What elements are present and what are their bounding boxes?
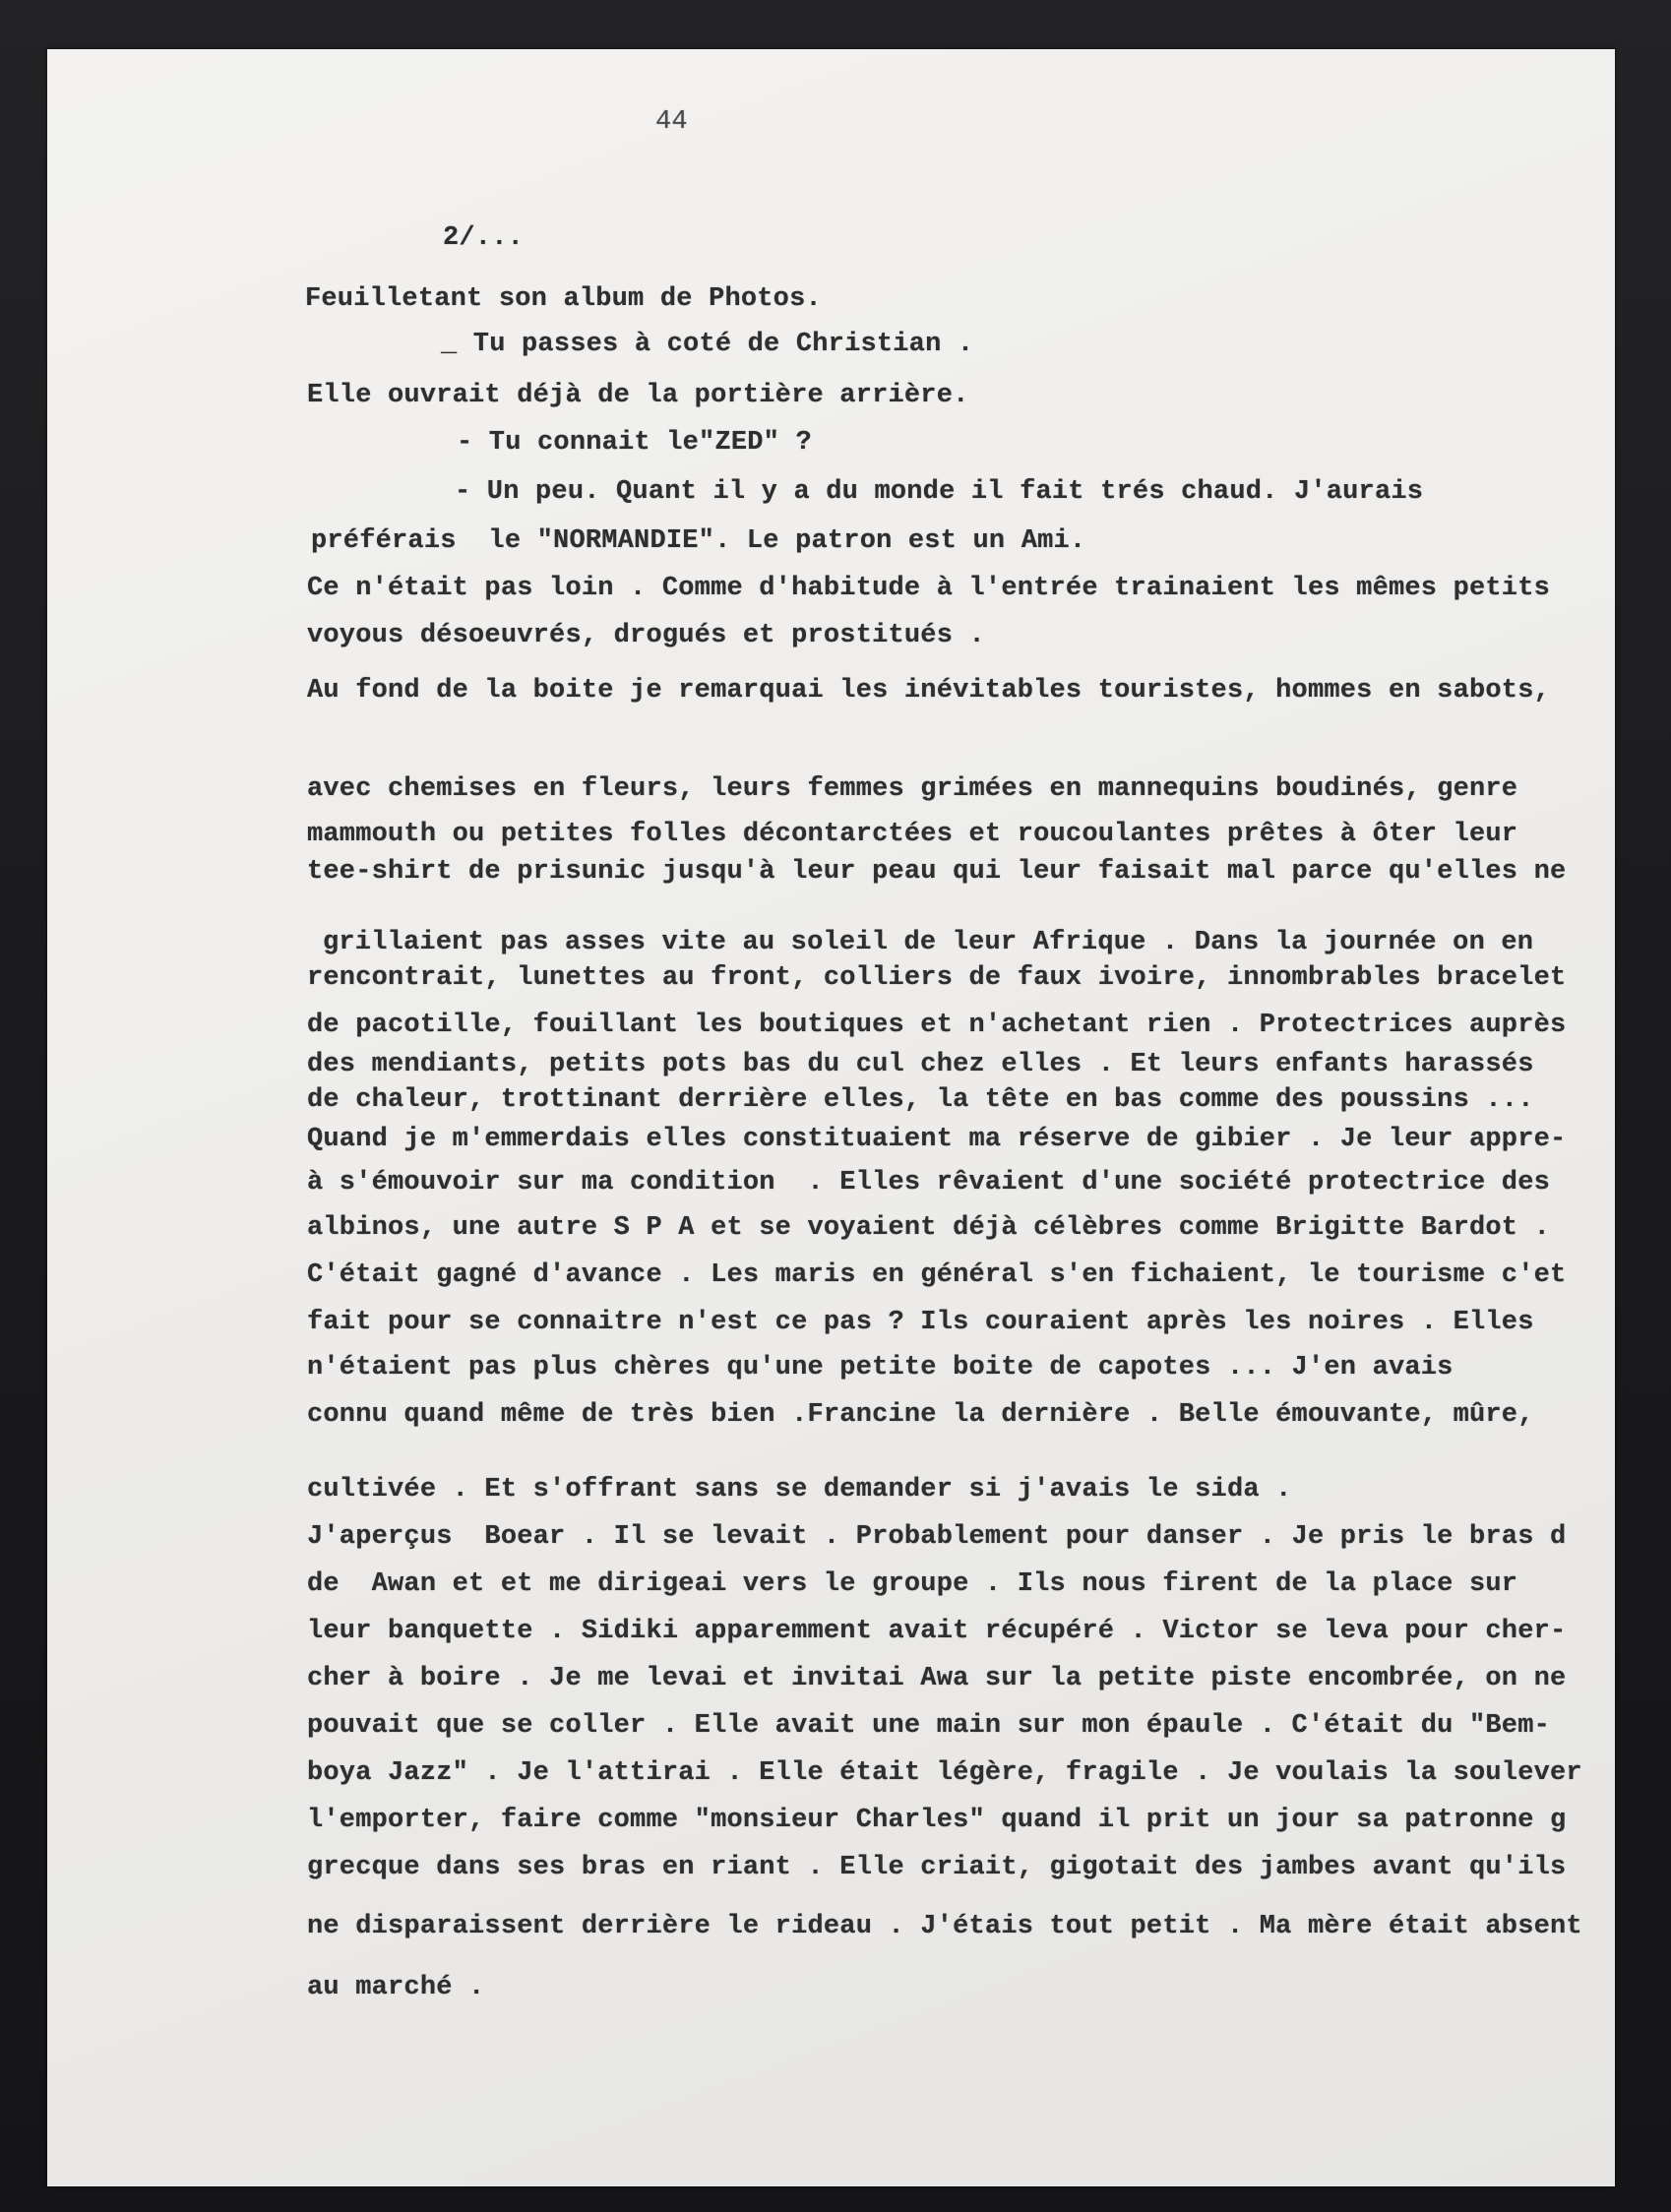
- text-line: l'emporter, faire comme "monsieur Charles" quand il prit un jour sa patronne g: [307, 1806, 1567, 1835]
- text-line: leur banquette . Sidiki apparemment avait récupéré . Victor se leva pour cher-: [307, 1617, 1567, 1646]
- text-line: des mendiants, petits pots bas du cul chez elles . Et leurs enfants harassés: [307, 1050, 1534, 1079]
- text-line: Quand je m'emmerdais elles constituaient ma réserve de gibier . Je leur appre-: [307, 1125, 1567, 1154]
- text-line: Feuilletant son album de Photos.: [305, 284, 822, 314]
- text-line: - Un peu. Quant il y a du monde il fait trés chaud. J'aurais: [455, 477, 1424, 507]
- page-number: 44: [655, 107, 688, 137]
- text-line: grecque dans ses bras en riant . Elle criait, gigotait des jambes avant qu'ils: [307, 1853, 1567, 1882]
- text-line: préférais le "NORMANDIE". Le patron est un Ami.: [311, 526, 1086, 556]
- text-line: avec chemises en fleurs, leurs femmes grimées en mannequins boudinés, genre: [307, 774, 1518, 804]
- text-line: de pacotille, fouillant les boutiques et n'achetant rien . Protectrices auprès: [307, 1011, 1567, 1040]
- text-line: C'était gagné d'avance . Les maris en général s'en fichaient, le tourisme c'et: [307, 1260, 1567, 1290]
- text-line: ne disparaissent derrière le rideau . J'étais tout petit . Ma mère était absent: [307, 1912, 1582, 1941]
- text-line: _ Tu passes à coté de Christian .: [441, 330, 974, 359]
- text-line: - Tu connait le"ZED" ?: [457, 428, 812, 458]
- text-line: cher à boire . Je me levai et invitai Awa sur la petite piste encombrée, on ne: [307, 1664, 1567, 1693]
- text-line: voyous désoeuvrés, drogués et prostitués .: [307, 621, 985, 650]
- text-line: albinos, une autre S P A et se voyaient déjà célèbres comme Brigitte Bardot .: [307, 1213, 1551, 1243]
- text-line: boya Jazz" . Je l'attirai . Elle était légère, fragile . Je voulais la soulever: [307, 1758, 1582, 1788]
- text-line: J'aperçus Boear . Il se levait . Probablement pour danser . Je pris le bras d: [307, 1522, 1567, 1552]
- text-line: mammouth ou petites folles décontarctées et roucoulantes prêtes à ôter leur: [307, 820, 1518, 849]
- text-line: grillaient pas asses vite au soleil de leur Afrique . Dans la journée on en: [323, 928, 1534, 957]
- text-line: rencontrait, lunettes au front, colliers de faux ivoire, innombrables bracelet: [307, 963, 1567, 993]
- text-line: de Awan et et me dirigeai vers le groupe . Ils nous firent de la place sur: [307, 1569, 1518, 1599]
- text-line: de chaleur, trottinant derrière elles, la tête en bas comme des poussins ...: [307, 1085, 1534, 1115]
- text-line: n'étaient pas plus chères qu'une petite boite de capotes ... J'en avais: [307, 1353, 1454, 1382]
- section-marker: 2/...: [443, 223, 525, 253]
- text-line: cultivée . Et s'offrant sans se demander si j'avais le sida .: [307, 1475, 1292, 1505]
- text-line: au marché .: [307, 1973, 485, 2002]
- typewritten-page: [47, 49, 1615, 2186]
- text-line: connu quand même de très bien .Francine la dernière . Belle émouvante, mûre,: [307, 1400, 1534, 1430]
- text-line: fait pour se connaitre n'est ce pas ? Ils couraient après les noires . Elles: [307, 1308, 1534, 1337]
- text-line: Elle ouvrait déjà de la portière arrière.: [307, 381, 969, 410]
- text-line: à s'émouvoir sur ma condition . Elles rêvaient d'une société protectrice des: [307, 1168, 1551, 1198]
- text-line: pouvait que se coller . Elle avait une main sur mon épaule . C'était du "Bem-: [307, 1711, 1551, 1741]
- text-line: Au fond de la boite je remarquai les inévitables touristes, hommes en sabots,: [307, 676, 1551, 706]
- text-line: Ce n'était pas loin . Comme d'habitude à l'entrée trainaient les mêmes petits: [307, 574, 1551, 603]
- text-line: tee-shirt de prisunic jusqu'à leur peau qui leur faisait mal parce qu'elles ne: [307, 857, 1567, 887]
